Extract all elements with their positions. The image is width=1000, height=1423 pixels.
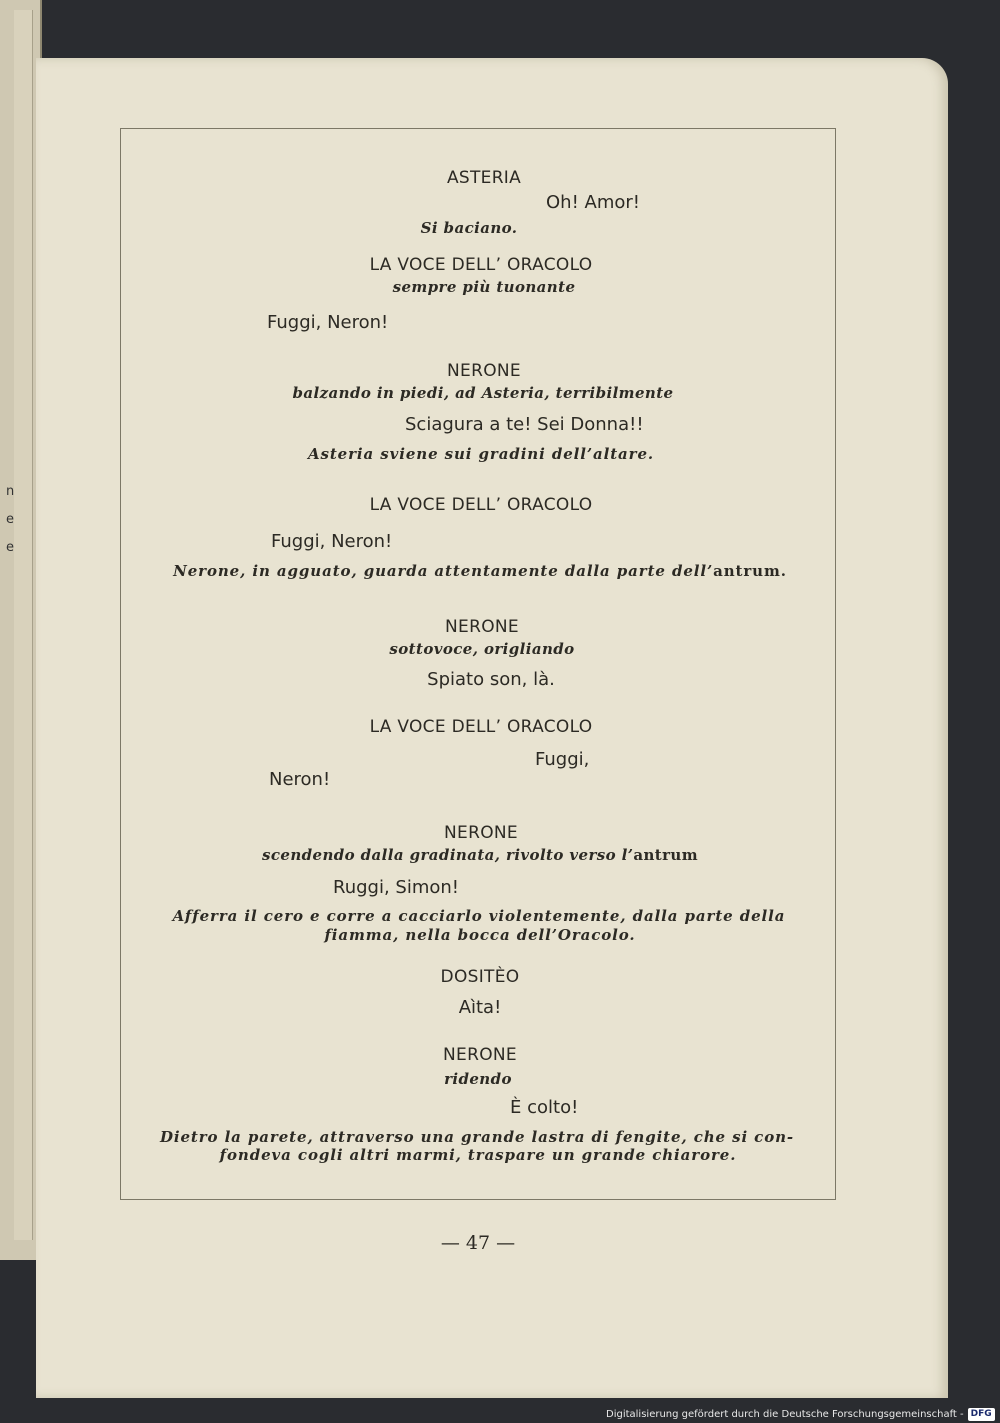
speaker-name: NERONE (444, 823, 518, 843)
verse-line: Fuggi, Neron! (267, 312, 389, 333)
speaker-name: LA VOCE DELL’ ORACOLO (369, 717, 593, 737)
margin-letter: e (6, 540, 14, 555)
stage-direction (262, 846, 698, 864)
stage-direction: balzando in piedi, ad Asteria, terribilmente (292, 384, 674, 402)
verse-line: Sciagura a te! Sei Donna!! (405, 414, 644, 435)
page-stack-edge (14, 10, 33, 1240)
stage-direction: ridendo (444, 1070, 512, 1088)
verse-line: Aìta! (458, 997, 502, 1018)
speaker-name: NERONE (447, 361, 521, 381)
speaker-name: NERONE (445, 617, 519, 637)
speaker-name: ASTERIA (446, 168, 522, 188)
stage-direction-roman: antrum. (713, 562, 787, 580)
margin-letter: n (6, 484, 15, 499)
verse-line: Fuggi, (535, 749, 590, 770)
speaker-name: NERONE (443, 1045, 517, 1065)
speaker-name: LA VOCE DELL’ ORACOLO (369, 495, 593, 515)
footer-text: Digitalisierung gefördert durch die Deutsche Forschungsgemeinschaft - (606, 1408, 964, 1420)
verse-line: Spiato son, là. (427, 669, 555, 690)
verse-line: È colto! (510, 1097, 579, 1118)
stage-direction-italic: scendendo dalla gradinata, rivolto verso l’ (261, 846, 634, 864)
stage-direction: Asteria sviene sui gradini dell’altare. (307, 445, 655, 463)
stage-direction-roman: antrum (633, 846, 699, 864)
stage-direction: Afferra il cero e corre a cacciarlo violentemente, dalla parte della (172, 907, 786, 925)
stage-direction: fiamma, nella bocca dell’Oracolo. (324, 926, 636, 944)
verse-line: Neron! (269, 769, 331, 790)
speaker-name: DOSITÈO (440, 967, 520, 987)
stage-direction (173, 562, 787, 580)
digitization-footer (606, 1405, 996, 1423)
verse-line: Oh! Amor! (546, 192, 640, 213)
verse-line: Ruggi, Simon! (333, 877, 459, 898)
speaker-name: LA VOCE DELL’ ORACOLO (369, 255, 593, 275)
stage-direction: fondeva cogli altri marmi, traspare un grande chiarore. (219, 1146, 737, 1164)
stage-direction: sempre più tuonante (392, 278, 576, 296)
stage-direction: Si baciano. (420, 219, 518, 237)
stage-direction: Dietro la parete, attraverso una grande lastra di fengite, che si con- (159, 1128, 795, 1146)
page-number: — 47 — (440, 1232, 516, 1254)
dfg-logo: DFG (968, 1408, 995, 1421)
stage-direction: sottovoce, origliando (389, 640, 575, 658)
verse-line: Fuggi, Neron! (271, 531, 393, 552)
stage-direction-italic: Nerone, in agguato, guarda attentamente dalla parte dell’ (173, 562, 714, 580)
margin-letter: e (6, 512, 14, 527)
